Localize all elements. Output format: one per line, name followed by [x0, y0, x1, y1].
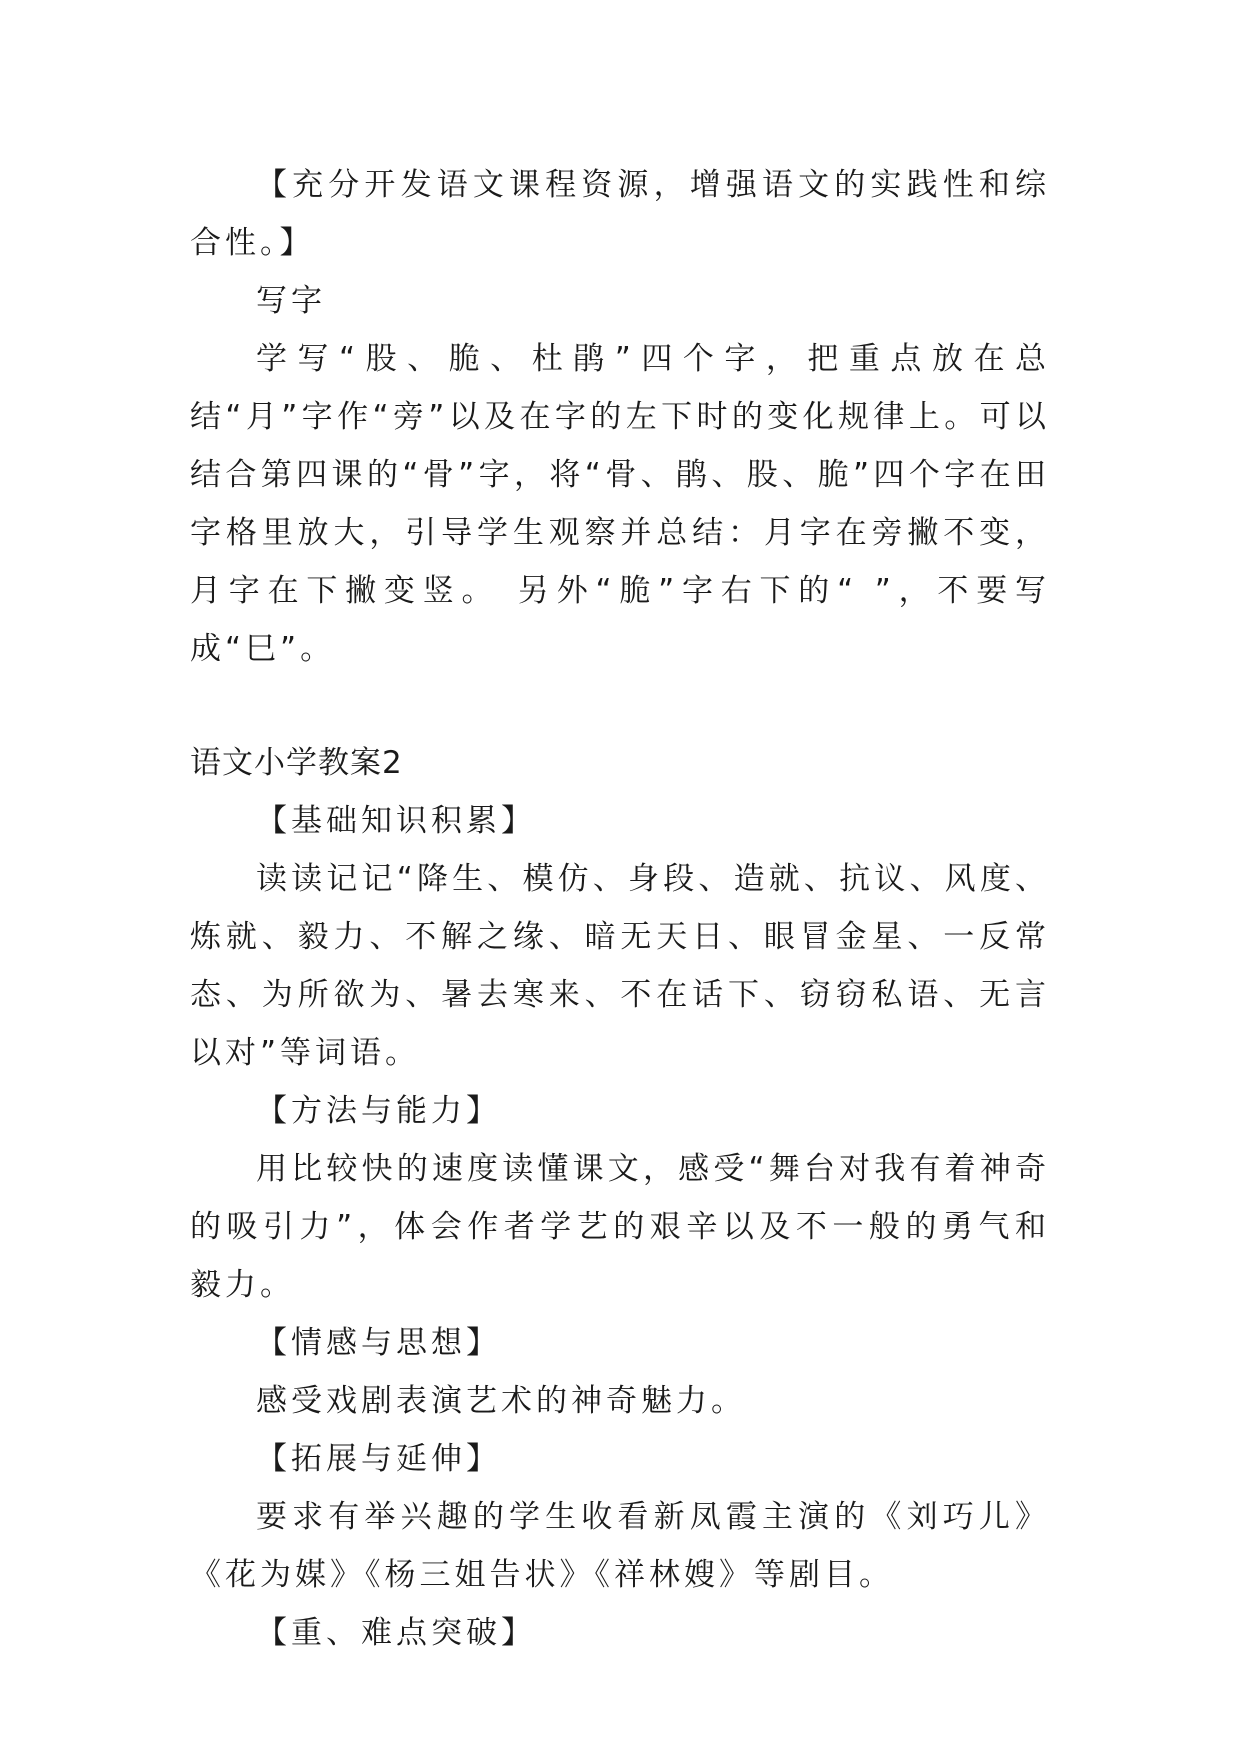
- heading-emotion-thought: 【情感与思想】: [256, 1325, 501, 1361]
- paragraph-vocabulary: 读读记记“降生、模仿、身段、造就、抗议、风度、炼就、毅力、不解之缘、暗无天日、眼冒金星、一反常态、为所欲为、暑去寒来、不在话下、窃窃私语、无言以对”等词语。: [190, 861, 1050, 1071]
- heading-writing: 写字: [256, 283, 326, 319]
- heading-key-difficulties: 【重、难点突破】: [256, 1615, 536, 1651]
- paragraph-curriculum-resources: 【充分开发语文课程资源，增强语文的实践性和综合性。】: [190, 167, 1050, 261]
- heading-extension: 【拓展与延伸】: [256, 1441, 501, 1477]
- paragraph-extension: 要求有举兴趣的学生收看新凤霞主演的《刘巧儿》《花为媒》《杨三姐告状》《祥林嫂》等剧目。: [190, 1499, 1050, 1593]
- paragraph-writing-instructions: 学写“股、脆、杜鹃”四个字，把重点放在总结“月”字作“旁”以及在字的左下时的变化规律上。可以结合第四课的“骨”字，将“骨、鹃、股、脆”四个字在田字格里放大，引导学生观察并总结：月字在旁撇不变，月字在下撇变竖。 另外“脆”字右下的“ ”，不要写成“巳”。: [190, 341, 1050, 667]
- paragraph-emotion: 感受戏剧表演艺术的神奇魅力。: [256, 1383, 746, 1419]
- paragraph-reading-goals: 用比较快的速度读懂课文，感受“舞台对我有着神奇的吸引力”，体会作者学艺的艰辛以及不一般的勇气和毅力。: [190, 1151, 1050, 1303]
- heading-methods-ability: 【方法与能力】: [256, 1093, 501, 1129]
- heading-basic-knowledge: 【基础知识积累】: [256, 803, 536, 839]
- document-body: [190, 156, 1050, 1662]
- section-title: 语文小学教案2: [190, 745, 403, 781]
